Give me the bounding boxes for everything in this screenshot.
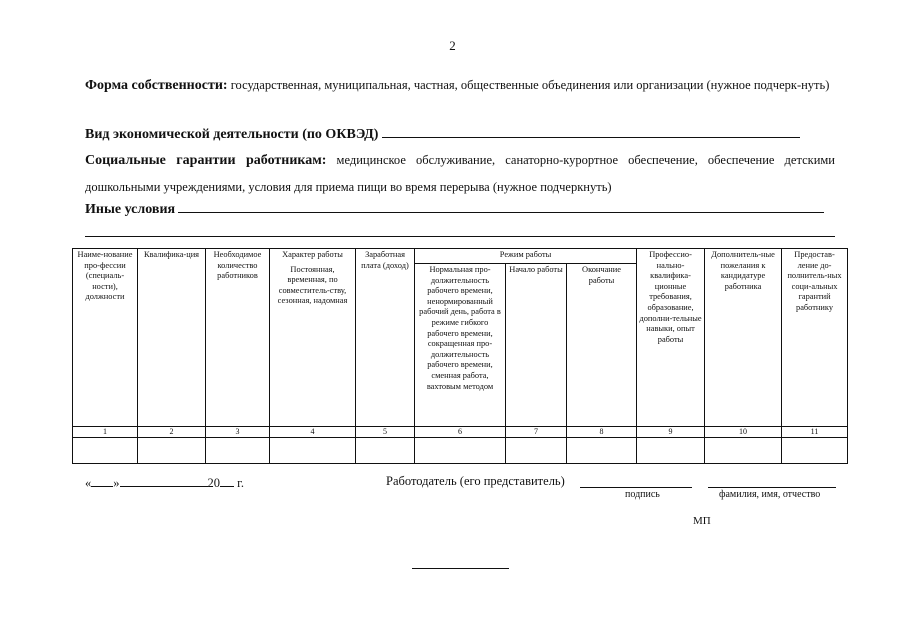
column-number: 5 — [356, 426, 415, 437]
header-wishes: Дополнитель-ные пожелания к кандидатуре работника — [705, 249, 782, 427]
full-name-caption: фамилия, имя, отчество — [719, 489, 821, 500]
table-cell[interactable] — [73, 437, 138, 463]
guarantees-text: медицинское обслуживание, санаторно-курортное обеспечение, обеспечение детскими дошкольными учреждениями, условия для приема пищи во время перерыва (нужное подчеркнуть) — [85, 153, 835, 194]
header-end-time: Окончание работы — [567, 264, 637, 427]
header-start-time: Начало работы — [506, 264, 567, 427]
vacancy-table — [72, 248, 848, 464]
table-cell[interactable] — [567, 437, 637, 463]
header-worker-count: Необходимое количество работников — [206, 249, 270, 427]
other-conditions-field[interactable] — [178, 198, 824, 213]
date-open-quote: « — [85, 476, 92, 490]
header-guarantees: Предостав-ление до-полнитель-ных соци-альных гарантий работнику — [782, 249, 848, 427]
column-number: 10 — [705, 426, 782, 437]
date-month-field[interactable] — [120, 474, 208, 487]
table-cell[interactable] — [356, 437, 415, 463]
signature-field[interactable] — [580, 487, 692, 488]
date-year-prefix: 20 — [207, 476, 220, 490]
table-cell[interactable] — [705, 437, 782, 463]
column-number: 1 — [73, 426, 138, 437]
guarantees-paragraph — [85, 147, 835, 200]
other-conditions-line — [85, 196, 835, 223]
header-working-time: Нормальная про-должительность рабочего времени, ненормированный рабочий день, работа в режиме гибкого рабочего времени, сокращенная про-должительность рабочего времени, сменная работа, вахтовым методом — [415, 264, 506, 427]
stamp-mark: МП — [693, 515, 711, 527]
signature-caption: подпись — [625, 489, 660, 500]
header-salary: Заработная плата (доход) — [356, 249, 415, 427]
column-number: 11 — [782, 426, 848, 437]
date-close-quote: » — [113, 476, 120, 490]
column-number: 8 — [567, 426, 637, 437]
header-requirements: Профессио-нально-квалифика-ционные требования, образование, дополни-тельные навыки, опыт работы — [637, 249, 705, 427]
activity-field[interactable] — [382, 123, 800, 138]
header-work-regime: Режим работы — [415, 249, 637, 264]
header-profession: Наиме-нование про-фессии (специаль-ности), должности — [73, 249, 138, 427]
table-cell[interactable] — [506, 437, 567, 463]
bottom-divider — [412, 568, 509, 569]
date-line — [85, 474, 244, 491]
page-number: 2 — [449, 38, 456, 53]
header-qualification: Квалифика-ция — [138, 249, 206, 427]
employer-label: Работодатель (его представитель) — [386, 474, 565, 488]
table-cell[interactable] — [270, 437, 356, 463]
table-header-row — [73, 249, 848, 264]
date-day-field[interactable] — [91, 474, 113, 487]
other-conditions-label: Иные условия — [85, 202, 176, 217]
ownership-label: Форма собственности: — [85, 78, 228, 93]
column-number: 2 — [138, 426, 206, 437]
ownership-text: государственная, муниципальная, частная, общественные объединения или организации (нужное подчерк-нуть) — [227, 78, 830, 92]
full-name-field[interactable] — [708, 487, 836, 488]
column-number: 7 — [506, 426, 567, 437]
column-number: 3 — [206, 426, 270, 437]
header-work-character: Характер работы — [270, 249, 356, 264]
column-number-row — [73, 426, 848, 437]
activity-line — [85, 121, 835, 148]
table-cell[interactable] — [415, 437, 506, 463]
table-cell[interactable] — [637, 437, 705, 463]
table-cell[interactable] — [138, 437, 206, 463]
table-cell[interactable] — [206, 437, 270, 463]
table-row — [73, 437, 848, 463]
date-year-suffix: г. — [234, 476, 244, 490]
ownership-paragraph — [85, 72, 835, 99]
date-year-field[interactable] — [220, 474, 234, 487]
header-work-character-types: Постоянная, временная, по совместитель-ству, сезонная, надомная — [270, 264, 356, 427]
activity-label: Вид экономической деятельности (по ОКВЭД) — [85, 127, 379, 142]
other-conditions-continuation-line[interactable] — [85, 236, 835, 237]
column-number: 9 — [637, 426, 705, 437]
table-cell[interactable] — [782, 437, 848, 463]
column-number: 6 — [415, 426, 506, 437]
column-number: 4 — [270, 426, 356, 437]
guarantees-label: Социальные гарантии работникам: — [85, 153, 327, 168]
